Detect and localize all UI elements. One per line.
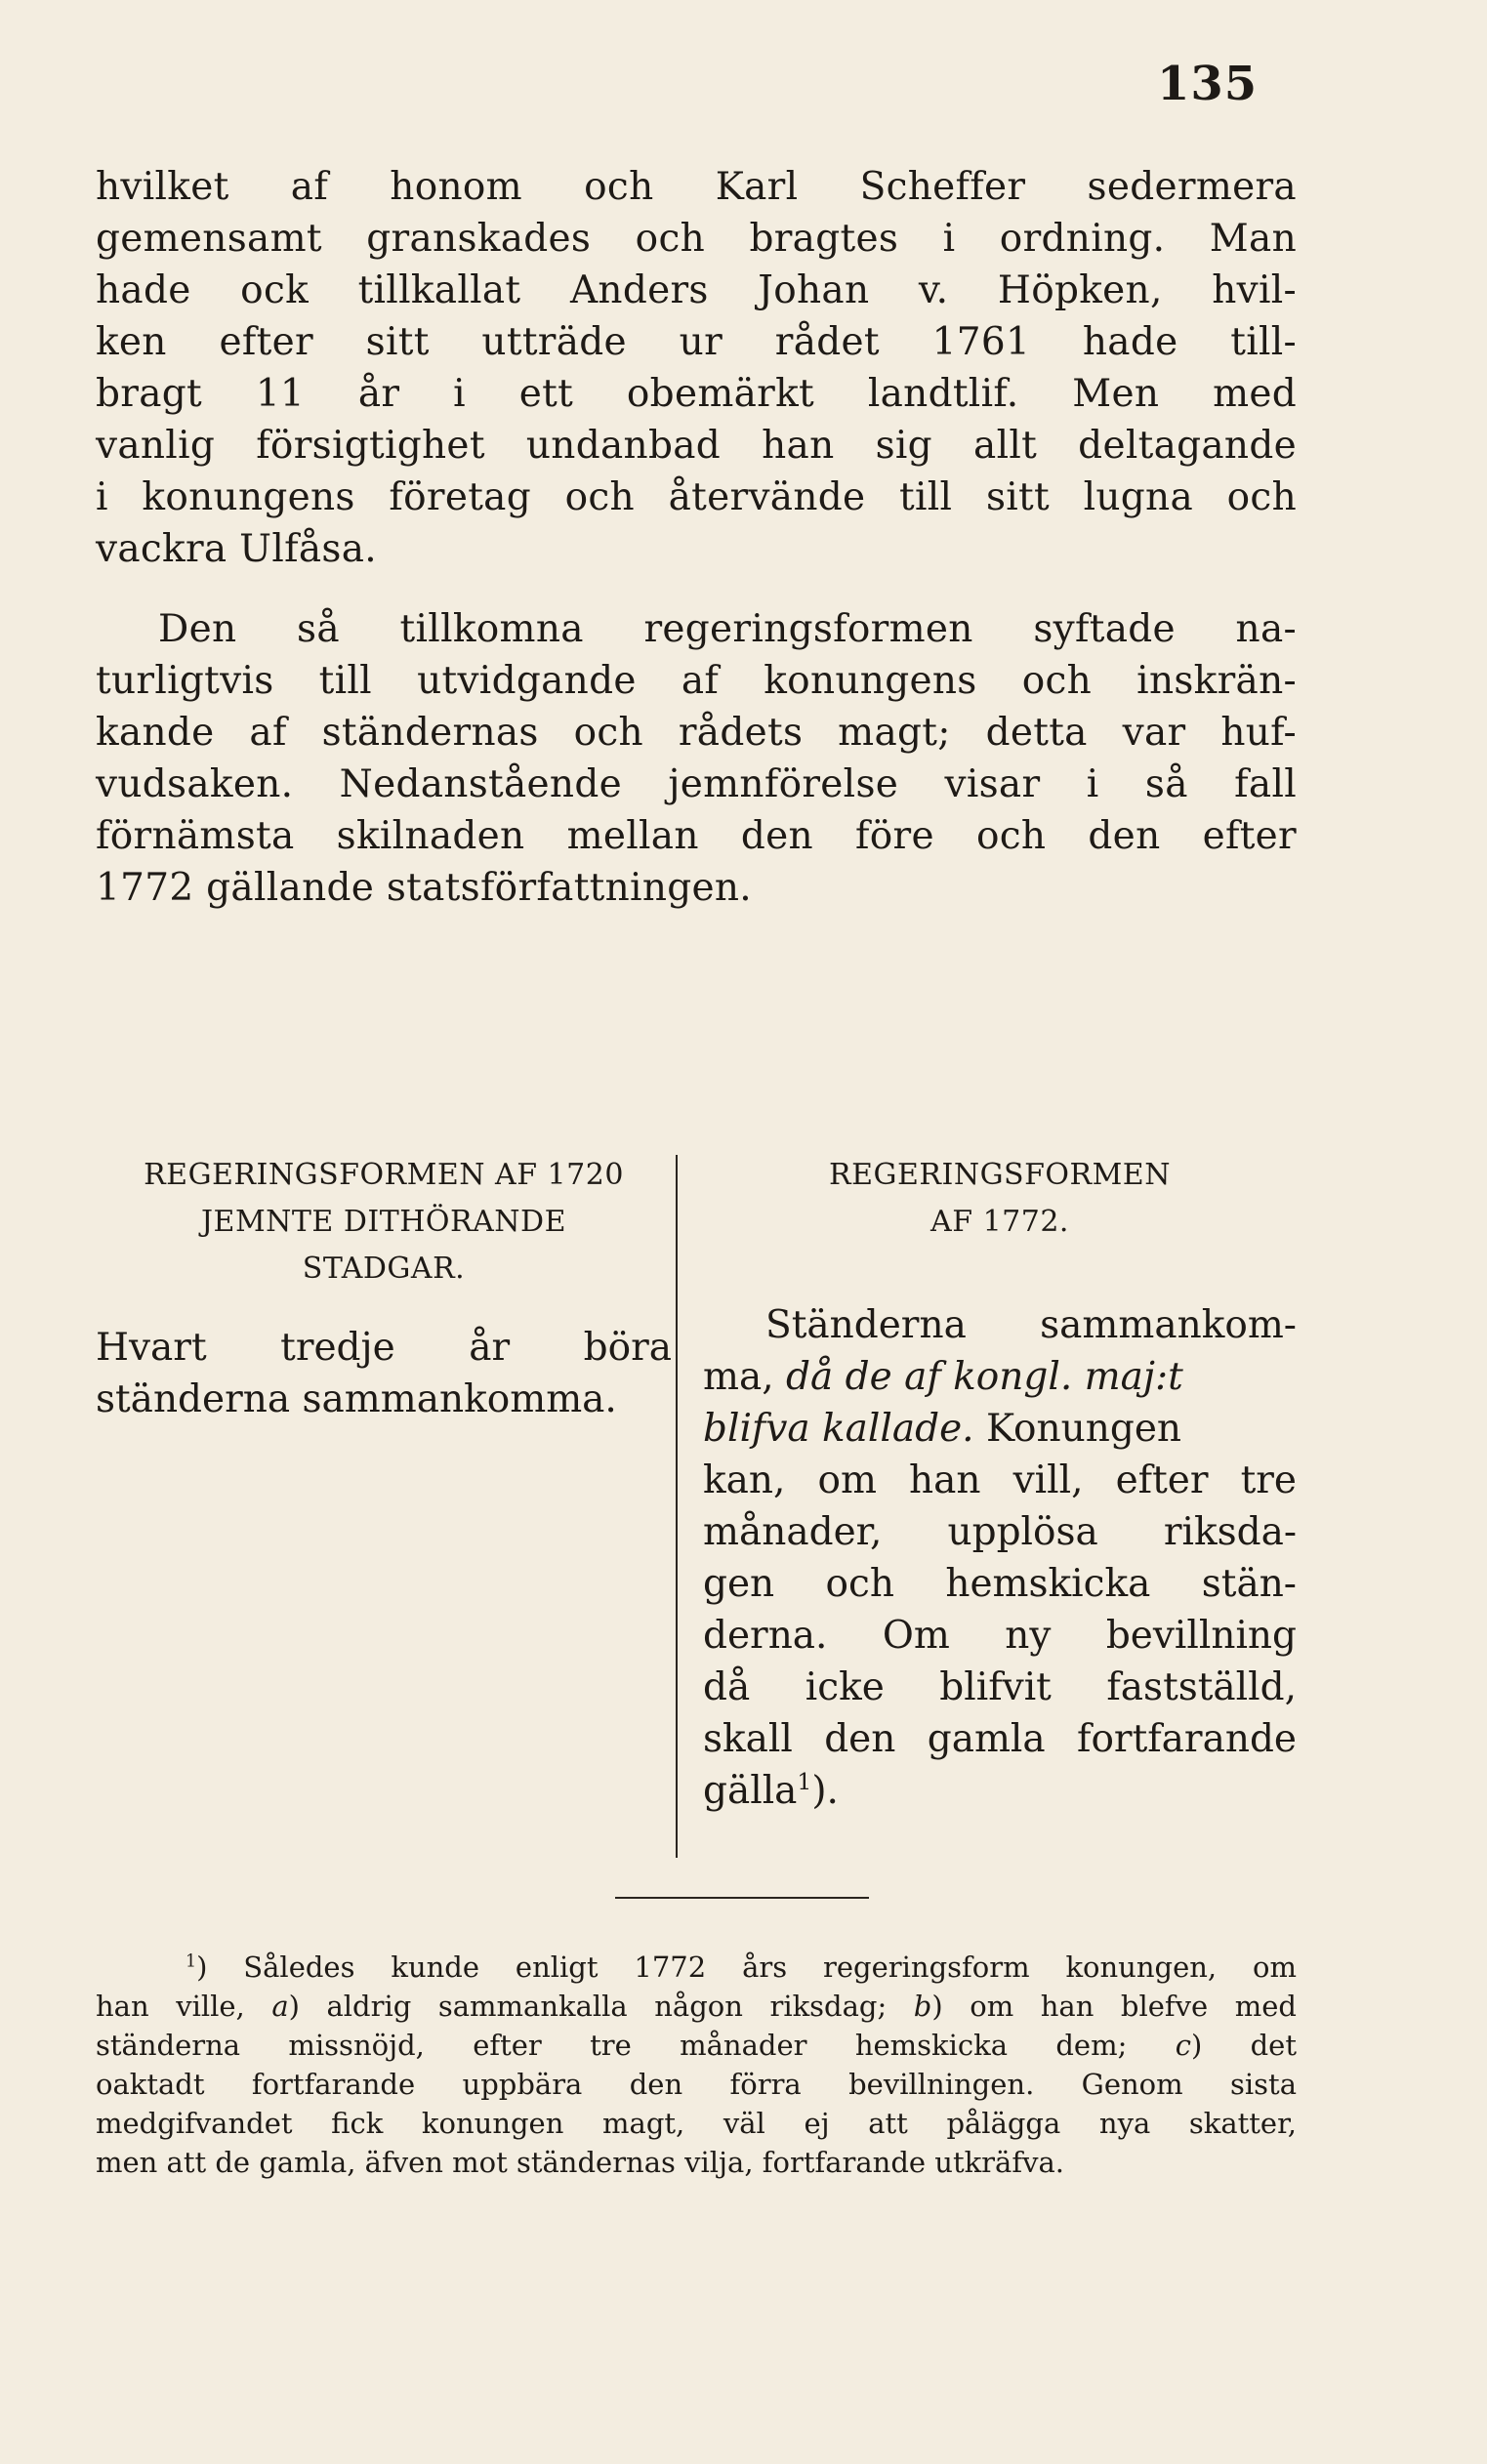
paragraph-1 [96,161,1297,575]
text-line: turligtvis till utvidgande af konungens och inskrän- [96,659,1297,703]
heading-line: REGERINGSFORMEN [829,1158,1171,1192]
footnote-line [96,2026,1297,2065]
text-run: ) det [1190,2029,1297,2062]
left-column-heading [96,1152,672,1293]
right-column-heading [703,1152,1297,1246]
text-line: Den så tillkomna regeringsformen syftade na- [158,607,1297,651]
page-number: 135 [1157,57,1259,111]
text-line: gen och hemskicka stän- [703,1562,1297,1606]
italic-text: då de af kongl. maj:t [786,1355,1183,1399]
footnote-reference[interactable]: 1 [797,1768,812,1795]
text-line: Ständerna sammankom- [765,1303,1297,1347]
footnote-line: medgifvandet fick konungen magt, väl ej att pålägga nya skatter, [96,2107,1297,2140]
right-column-text [703,1299,1297,1817]
text-run: Konungen [973,1407,1182,1451]
footnote-line [96,1948,1297,1987]
text-line: skall den gamla fortfarande [703,1717,1297,1761]
right-column-1772 [703,1152,1297,1817]
left-column-text [96,1322,672,1425]
text-run: ) aldrig sammankalla någon riksdag; [288,1990,914,2023]
footnote-separator [615,1897,869,1899]
text-line: 1772 gällande statsförfattningen. [96,866,753,910]
text-run: ). [811,1769,839,1813]
text-line: förnämsta skilnaden mellan den före och den efter [96,814,1297,858]
text-line: i konungens företag och återvände till sitt lugna och [96,475,1297,519]
list-letter: b [913,1990,932,2023]
text-line [703,1351,1297,1403]
text-line: vackra Ulfåsa. [96,527,377,571]
text-line: månader, upplösa riksda- [703,1510,1297,1554]
list-letter: c [1175,2029,1191,2062]
heading-line: JEMNTE DITHÖRANDE [201,1205,566,1239]
text-line: ständerna sammankomma. [96,1377,617,1421]
text-line: Hvart tredje år böra [96,1326,672,1370]
text-line: vanlig försigtighet undanbad han sig allt deltagande [96,424,1297,468]
italic-text: blifva kallade. [703,1407,974,1451]
footnote-line: oaktadt fortfarande uppbära den förra bevillningen. Genom sista [96,2068,1297,2101]
text-run: gälla [703,1769,798,1813]
text-line: vudsaken. Nedanstående jemnförelse visar i så fall [96,762,1297,806]
text-run: ständerna missnöjd, efter tre månader hemskicka dem; [96,2029,1176,2062]
text-line: kande af ständernas och rådets magt; detta var huf- [96,711,1297,755]
left-column-1720 [96,1152,672,1425]
footnote [96,1948,1297,2182]
text-line: hade ock tillkallat Anders Johan v. Höpken, hvil- [96,268,1297,312]
footnote-marker: 1 [186,1951,197,1972]
heading-line: STADGAR. [302,1252,466,1286]
text-run: ma, [703,1355,787,1399]
column-divider [676,1155,678,1858]
text-line: derna. Om ny bevillning [703,1614,1297,1658]
text-line: gemensamt granskades och bragtes i ordning. Man [96,217,1297,261]
text-line: då icke blifvit fastställd, [703,1665,1297,1709]
footnote-line: men att de gamla, äfven mot ständernas vilja, fortfarande utkräfva. [96,2146,1064,2179]
heading-line: AF 1772. [930,1205,1069,1239]
text-line: hvilket af honom och Karl Scheffer sedermera [96,165,1297,209]
text-line: kan, om han vill, efter tre [703,1458,1297,1502]
text-line: bragt 11 år i ett obemärkt landtlif. Men med [96,372,1297,416]
text-line [703,1765,1297,1817]
text-run: ) om han blefve med [931,1990,1297,2023]
text-run: han ville, [96,1990,272,2023]
paragraph-2 [96,603,1297,914]
footnote-line [96,1987,1297,2026]
heading-line: REGERINGSFORMEN AF 1720 [144,1158,624,1192]
text-line: ken efter sitt utträde ur rådet 1761 hade till- [96,320,1297,364]
text-line [703,1403,1297,1455]
text-run: ) Således kunde enligt 1772 års regeringsform konungen, om [196,1951,1297,1984]
list-letter: a [271,1990,289,2023]
